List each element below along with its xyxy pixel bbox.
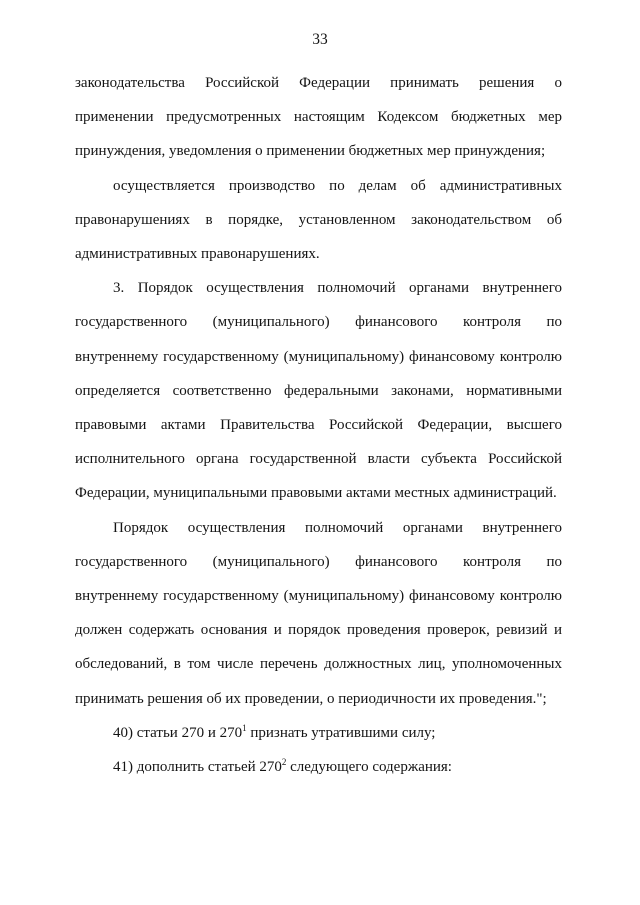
paragraph-item-40 [75, 716, 562, 750]
paragraph-item-41 [75, 750, 562, 784]
paragraph-item-3: 3. Порядок осуществления полномочий органами внутреннего государственного (муниципального) финансового контроля по внутреннему государственному (муниципальному) финансовому контролю определяется соответственно федеральными законами, нормативными правовыми актами Правительства Российской Федерации, высшего исполнительного органа государственной власти субъекта Российской Федерации, муниципальными правовыми актами местных администраций. [75, 280, 562, 502]
item-41-text: 41) дополнить статьей 270 [113, 759, 282, 776]
item-40-text-end: признать утратившими силу; [246, 724, 436, 741]
document-body [75, 66, 562, 784]
paragraph-administrative-offenses: осуществляется производство по делам об административных правонарушениях в порядке, установленном законодательством об административных правонарушениях. [75, 177, 562, 263]
item-40-superscript: 1 [242, 722, 247, 733]
item-40-text: 40) статьи 270 и 270 [113, 724, 243, 741]
page-number: 33 [312, 31, 328, 48]
item-41-text-end: следующего содержания: [286, 759, 452, 776]
paragraph-continuation: законодательства Российской Федерации принимать решения о применении предусмотренных настоящим Кодексом бюджетных мер принуждения, уведомления о применении бюджетных мер принуждения; [75, 75, 562, 160]
item-41-superscript: 2 [281, 757, 287, 768]
paragraph-control-procedure: Порядок осуществления полномочий органами внутреннего государственного (муниципального) финансового контроля по внутреннему государственному (муниципальному) финансовому контролю должен содержать основания и порядок проведения проверок, ревизий и обследований, в том числе перечень должностных лиц, уполномоченных принимать решения об их проведении, о периодичности их проведения."; [75, 519, 562, 707]
